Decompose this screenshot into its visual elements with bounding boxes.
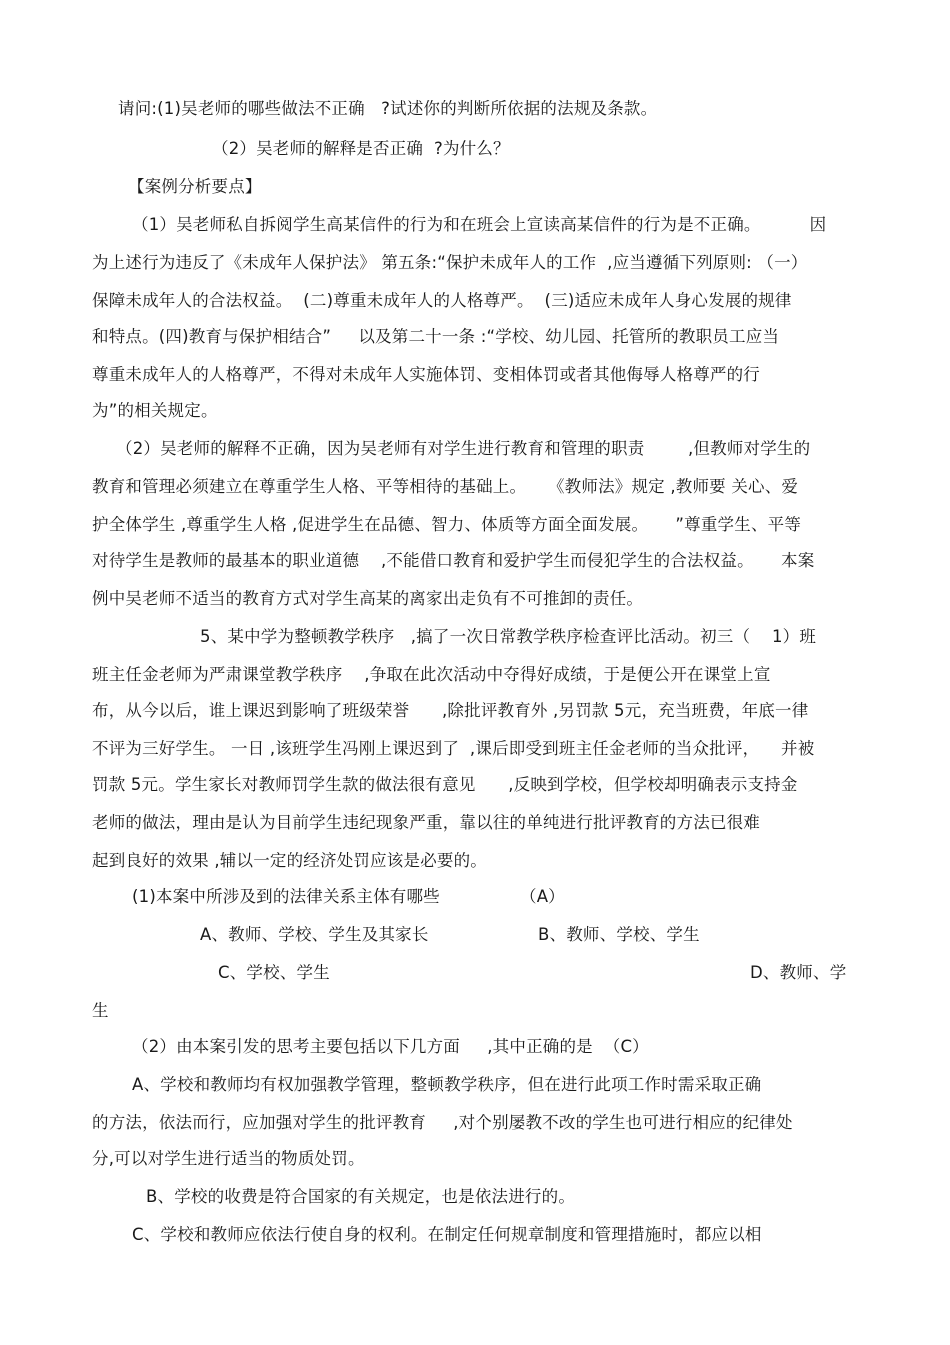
sub1-option-c: C、学校、学生 (218, 963, 330, 982)
sub1-option-d: D、教师、学 (750, 963, 847, 982)
analysis-heading: 【案例分析要点】 (128, 177, 262, 196)
sub2-option-a-line: A、学校和教师均有权加强教学管理，整顿教学秩序，但在进行此项工作时需采取正确 (132, 1075, 762, 1094)
analysis-p1-line: 尊重未成年人的人格尊严，不得对未成年人实施体罚、变相体罚或者其他侮辱人格尊严的行 (92, 365, 760, 384)
analysis-p2-line: 教育和管理必须建立在尊重学生人格、平等相待的基础上。 《教师法》规定 ,教师要 关心、爱 (92, 477, 799, 496)
analysis-p2-line: 护全体学生 ,尊重学生人格 ,促进学生在品德、智力、体质等方面全面发展。 ”尊重学生、平等 (92, 515, 802, 534)
sub2-question: （2）由本案引发的思考主要包括以下几方面 ,其中正确的是 （C） (132, 1037, 649, 1056)
case5-line: 布，从今以后，谁上课迟到影响了班级荣誉 ,除批评教育外 ,另罚款 5元，充当班费，年底一律 (92, 701, 809, 720)
sub1-option-a: A、教师、学校、学生及其家长 (200, 925, 429, 944)
case5-line: 班主任金老师为严肃课堂教学秩序 ,争取在此次活动中夺得好成绩，于是便公开在课堂上宣 (92, 665, 771, 684)
question-2: （2）吴老师的解释是否正确 ?为什么？ (212, 139, 510, 158)
analysis-p2-line: 例中吴老师不适当的教育方式对学生高某的离家出走负有不可推卸的责任。 (92, 589, 644, 608)
case5-line: 5、某中学为整顿教学秩序 ,搞了一次日常教学秩序检查评比活动。初三（ 1）班 (200, 627, 817, 646)
sub1-answer: （A） (520, 887, 565, 906)
sub1-option-b: B、教师、学校、学生 (538, 925, 700, 944)
case5-line: 起到良好的效果 ,辅以一定的经济处罚应该是必要的。 (92, 851, 487, 870)
sub2-option-c: C、学校和教师应依法行使自身的权利。在制定任何规章制度和管理措施时，都应以相 (132, 1225, 762, 1244)
question-1: 请问:(1)吴老师的哪些做法不正确 ?试述你的判断所依据的法规及条款。 (118, 99, 658, 118)
analysis-p1-line: 为上述行为违反了《未成年人保护法》 第五条:“保护未成年人的工作 ,应当遵循下列原则: （一） (92, 253, 808, 272)
analysis-p1-line: （1）吴老师私自拆阅学生高某信件的行为和在班会上宣读高某信件的行为是不正确。 因 (132, 215, 827, 234)
case5-line: 老师的做法，理由是认为目前学生违纪现象严重，靠以往的单纯进行批评教育的方法已很难 (92, 813, 760, 832)
case5-line: 不评为三好学生。 一日 ,该班学生冯刚上课迟到了 ,课后即受到班主任金老师的当众批评， 并被 (92, 739, 815, 758)
analysis-p1-line: 为”的相关规定。 (92, 401, 218, 420)
sub1-option-d-wrap: 生 (92, 1001, 109, 1020)
sub2-option-a-line: 分,可以对学生进行适当的物质处罚。 (92, 1149, 365, 1168)
sub1-question: (1)本案中所涉及到的法律关系主体有哪些 (132, 887, 440, 906)
analysis-p1-line: 和特点。(四)教育与保护相结合” 以及第二十一条 :“学校、幼儿园、托管所的教职员工应当 (92, 327, 780, 346)
sub2-option-b: B、学校的收费是符合国家的有关规定，也是依法进行的。 (146, 1187, 576, 1206)
analysis-p1-line: 保障未成年人的合法权益。 (二)尊重未成年人的人格尊严。 (三)适应未成年人身心发展的规律 (92, 291, 792, 310)
case5-line: 罚款 5元。学生家长对教师罚学生款的做法很有意见 ,反映到学校，但学校却明确表示支持金 (92, 775, 798, 794)
analysis-p2-line: 对待学生是教师的最基本的职业道德 ,不能借口教育和爱护学生而侵犯学生的合法权益。 本案 (92, 551, 815, 570)
sub2-option-a-line: 的方法，依法而行，应加强对学生的批评教育 ,对个别屡教不改的学生也可进行相应的纪律处 (92, 1113, 793, 1132)
analysis-p2-line: （2）吴老师的解释不正确，因为吴老师有对学生进行教育和管理的职责 ,但教师对学生的 (116, 439, 811, 458)
